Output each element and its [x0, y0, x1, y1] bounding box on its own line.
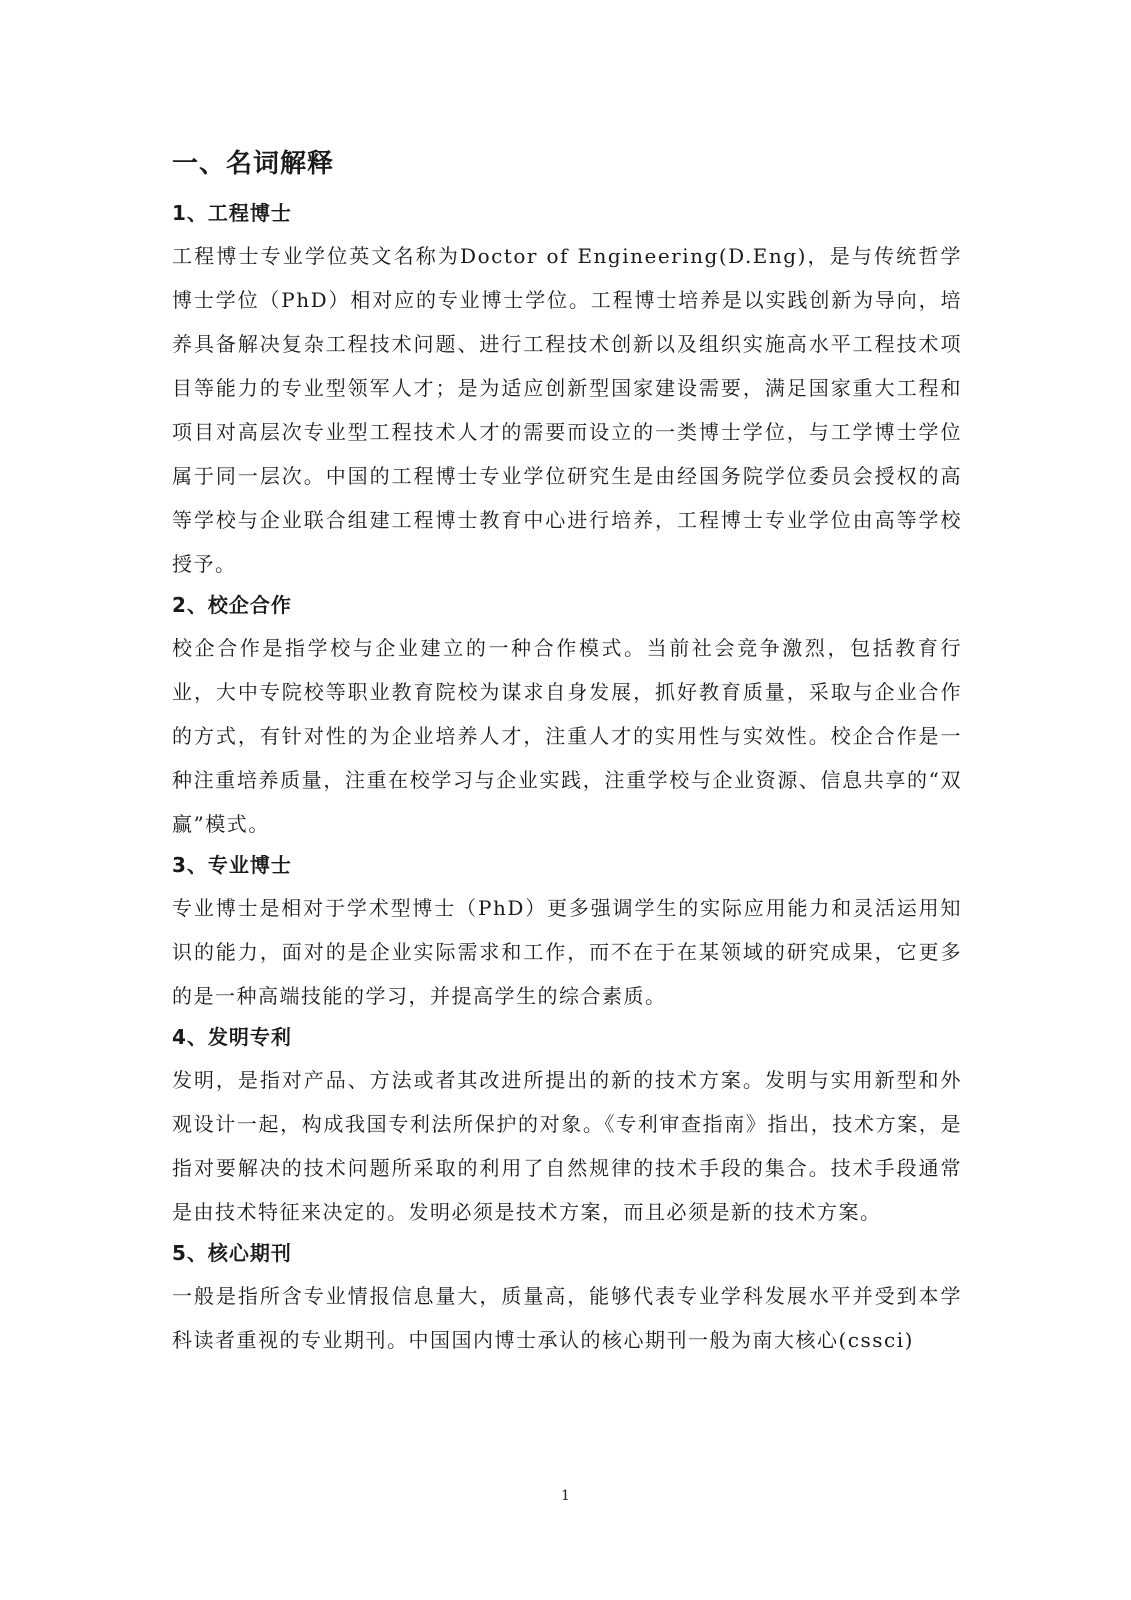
page-number: 1 — [561, 1488, 570, 1504]
term-heading: 3、专业博士 — [172, 853, 292, 877]
term-professional-doctorate — [172, 850, 962, 1018]
term-body: 校企合作是指学校与企业建立的一种合作模式。当前社会竞争激烈，包括教育行业，大中专院校等职业教育院校为谋求自身发展，抓好教育质量，采取与企业合作的方式，有针对性的为企业培养人才，注重人才的实用性与实效性。校企合作是一种注重培养质量，注重在校学习与企业实践，注重学校与企业资源、信息共享的“双赢”模式。 — [172, 636, 962, 836]
term-body: 发明，是指对产品、方法或者其改进所提出的新的技术方案。发明与实用新型和外观设计一起，构成我国专利法所保护的对象。《专利审查指南》指出，技术方案，是指对要解决的技术问题所采取的利用了自然规律的技术手段的集合。技术手段通常是由技术特征来决定的。发明必须是技术方案，而且必须是新的技术方案。 — [172, 1068, 962, 1224]
term-heading: 5、核心期刊 — [172, 1241, 292, 1265]
section-title: 一、名词解释 — [172, 149, 335, 179]
term-engineering-doctorate — [172, 198, 962, 586]
term-heading: 4、发明专利 — [172, 1025, 292, 1049]
term-body: 专业博士是相对于学术型博士（PhD）更多强调学生的实际应用能力和灵活运用知识的能力，面对的是企业实际需求和工作，而不在于在某领域的研究成果，它更多的是一种高端技能的学习，并提高学生的综合素质。 — [172, 896, 962, 1008]
term-core-journal — [172, 1238, 962, 1362]
page-content — [172, 146, 962, 1366]
term-school-enterprise-cooperation — [172, 590, 962, 846]
term-body: 一般是指所含专业情报信息量大，质量高，能够代表专业学科发展水平并受到本学科读者重视的专业期刊。中国国内博士承认的核心期刊一般为南大核心(cssci) — [172, 1284, 962, 1352]
term-invention-patent — [172, 1022, 962, 1234]
term-heading: 1、工程博士 — [172, 201, 292, 225]
term-heading: 2、校企合作 — [172, 593, 292, 617]
term-body: 工程博士专业学位英文名称为Doctor of Engineering(D.Eng)，是与传统哲学博士学位（PhD）相对应的专业博士学位。工程博士培养是以实践创新为导向，培养具备解决复杂工程技术问题、进行工程技术创新以及组织实施高水平工程技术项目等能力的专业型领军人才；是为适应创新型国家建设需要，满足国家重大工程和项目对高层次专业型工程技术人才的需要而设立的一类博士学位，与工学博士学位属于同一层次。中国的工程博士专业学位研究生是由经国务院学位委员会授权的高等学校与企业联合组建工程博士教育中心进行培养，工程博士专业学位由高等学校授予。 — [172, 244, 962, 576]
